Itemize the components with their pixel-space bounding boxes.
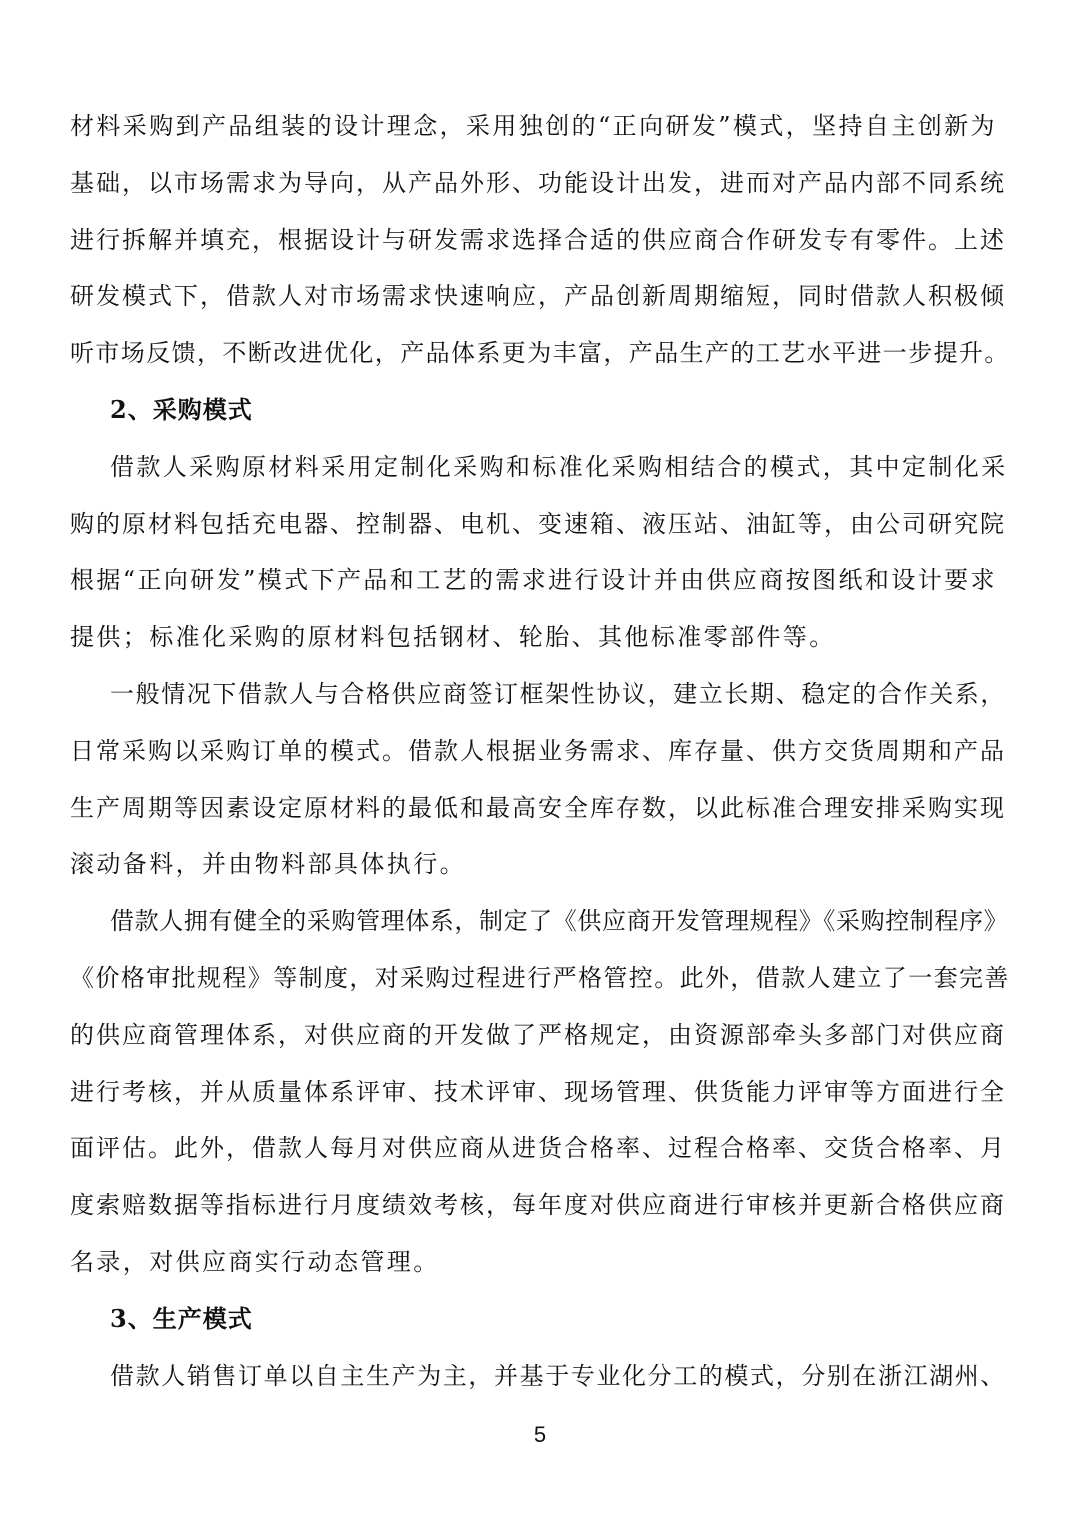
text-line: 借款人拥有健全的采购管理体系，制定了《供应商开发管理规程》《采购控制程序》 [110,907,1009,936]
text-line: 的供应商管理体系，对供应商的开发做了严格规定，由资源部牵头多部门对供应商 [70,1020,1006,1049]
text-line: 提供；标准化采购的原材料包括钢材、轮胎、其他标准零部件等。 [70,623,836,652]
text-line: 购的原材料包括充电器、控制器、电机、变速箱、液压站、油缸等，由公司研究院 [70,509,1006,538]
section-heading-production: 3、生产模式 [110,1303,253,1333]
text-line: 滚动备料，并由物料部具体执行。 [70,850,466,879]
document-body [70,98,1010,1404]
text-line: 日常采购以采购订单的模式。借款人根据业务需求、库存量、供方交货周期和产品 [70,736,1006,765]
text-line: 《价格审批规程》等制度，对采购过程进行严格管控。此外，借款人建立了一套完善 [70,963,1010,992]
page-number: 5 [533,1422,547,1447]
text-line: 借款人采购原材料采用定制化采购和标准化采购相结合的模式，其中定制化采 [110,452,1008,481]
text-line: 名录，对供应商实行动态管理。 [70,1247,440,1276]
text-line: 借款人销售订单以自主生产为主，并基于专业化分工的模式，分别在浙江湖州、 [110,1361,1006,1390]
text-line: 基础，以市场需求为导向，从产品外形、功能设计出发，进而对产品内部不同系统 [70,168,1006,197]
text-line: 根据“正向研发”模式下产品和工艺的需求进行设计并由供应商按图纸和设计要求 [70,566,997,595]
text-line: 面评估。此外，借款人每月对供应商从进货合格率、过程合格率、交货合格率、月 [70,1134,1006,1163]
text-line: 研发模式下，借款人对市场需求快速响应，产品创新周期缩短，同时借款人积极倾 [70,282,1006,311]
text-line: 度索赔数据等指标进行月度绩效考核，每年度对供应商进行审核并更新合格供应商 [70,1191,1006,1220]
text-line: 材料采购到产品组装的设计理念，采用独创的“正向研发”模式，坚持自主创新为 [70,112,997,140]
text-line: 一般情况下借款人与合格供应商签订框架性协议，建立长期、稳定的合作关系， [110,679,1006,708]
text-line: 生产周期等因素设定原材料的最低和最高安全库存数，以此标准合理安排采购实现 [70,793,1006,822]
text-line: 进行拆解并填充，根据设计与研发需求选择合适的供应商合作研发专有零件。上述 [70,225,1006,254]
text-line: 听市场反馈，不断改进优化，产品体系更为丰富，产品生产的工艺水平进一步提升。 [70,339,1010,368]
text-line: 进行考核，并从质量体系评审、技术评审、现场管理、供货能力评审等方面进行全 [70,1077,1006,1106]
section-heading-procurement: 2、采购模式 [110,394,253,424]
